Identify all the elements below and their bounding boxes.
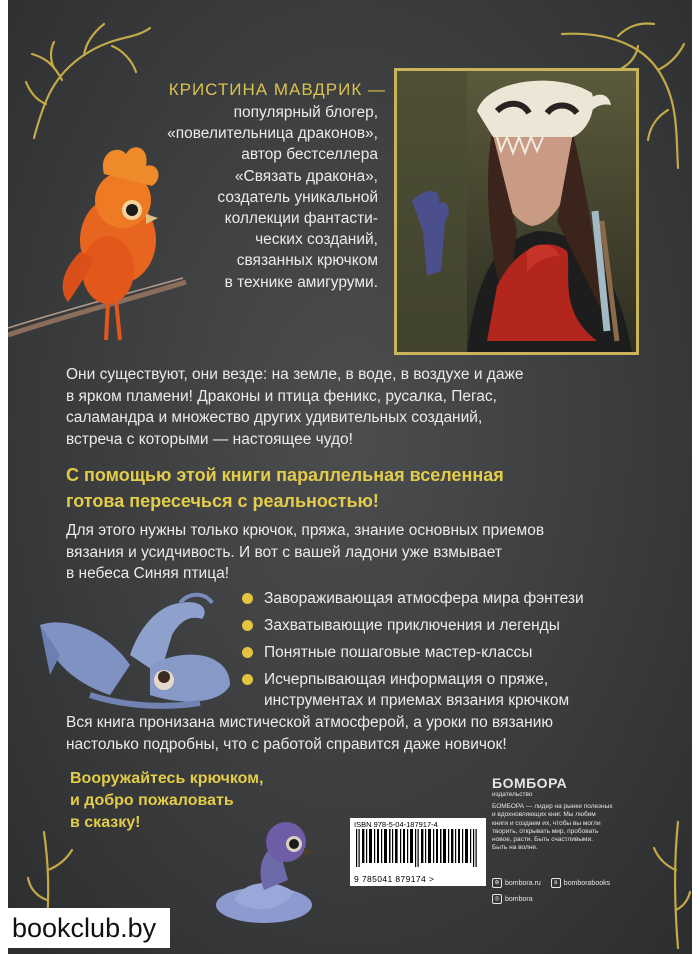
- cta-line: и добро пожаловать: [70, 792, 234, 809]
- publisher-logo: БОМБОРА: [492, 775, 568, 791]
- publisher-line: и вдохновляющих книг. Мы любим: [492, 811, 596, 819]
- social-icon: ◎: [492, 894, 502, 904]
- intro-line: встреча с которыми — настоящее чудо!: [66, 430, 353, 448]
- headline-line: С помощью этой книги параллельная вселенная: [66, 465, 504, 485]
- social-label: bombora: [505, 895, 533, 903]
- publisher-socials: [492, 878, 610, 907]
- author-bio-line: связанных крючком: [236, 252, 378, 270]
- feature-item: [238, 642, 584, 663]
- site-watermark: bookclub.by: [0, 908, 170, 948]
- feature-item: [238, 615, 584, 636]
- feature-item-text: инструментах и приемах вязания крючком: [264, 692, 570, 709]
- publisher-line: БОМБОРА — лидер на рынке полезных: [492, 803, 613, 810]
- barcode-bars: [354, 829, 482, 867]
- intro-line: саламандра и множество других удивительных созданий,: [66, 409, 483, 426]
- publisher-block: [492, 776, 660, 853]
- publisher-description: [492, 803, 660, 853]
- atmosphere-paragraph: [66, 712, 553, 755]
- author-bio-line: создатель уникальной: [217, 188, 378, 206]
- materials-line: Для этого нужны только крючок, пряжа, знание основных приемов: [66, 522, 545, 539]
- author-bio-line: «Связать дракона»,: [234, 167, 378, 185]
- isbn-number: ISBN 978-5-04-187917-4: [354, 820, 438, 829]
- author-portrait: [397, 71, 636, 352]
- intro-line: Они существуют, они везде: на земле, в воде, в воздухе и даже: [66, 366, 524, 383]
- cta-line: в сказку!: [70, 814, 141, 831]
- materials-paragraph: [66, 520, 544, 585]
- headline-line: готова пересечься с реальностью!: [66, 491, 379, 511]
- social-label: bombora.ru: [505, 879, 541, 887]
- book-back-cover: [8, 0, 692, 954]
- publisher-line: новое, расти. Быть счастливыми.: [492, 836, 593, 844]
- feature-item-text: Завораживающая атмосфера мира фэнтези: [264, 590, 584, 607]
- author-bio-line: автор бестселлера: [241, 146, 378, 164]
- feature-item: [238, 588, 584, 609]
- purple-bird-toy-illustration: [204, 820, 344, 930]
- cta-line: Вооружайтесь крючком,: [70, 770, 264, 787]
- author-bio-line: популярный блогер,: [233, 104, 378, 121]
- author-bio-line: ческих созданий,: [255, 231, 378, 249]
- social-row: [492, 878, 610, 891]
- author-name: КРИСТИНА МАВДРИК —: [168, 80, 386, 99]
- feature-list: [238, 588, 584, 717]
- barcode-digits: 9 785041 879174 >: [354, 874, 435, 884]
- feature-item: [238, 669, 584, 711]
- blue-dragon-toy-illustration: [30, 585, 240, 715]
- feature-item-text: Понятные пошаговые мастер-классы: [264, 644, 533, 661]
- intro-line: в ярком пламени! Драконы и птица феникс, русалка, Пегас,: [66, 387, 497, 405]
- publisher-subtitle: издательство: [492, 791, 533, 798]
- atmosphere-line: настолько подробны, что с работой справится даже новичок!: [66, 735, 507, 753]
- publisher-line: книги и создаем их, чтобы вы могли: [492, 819, 601, 827]
- social-link[interactable]: [551, 878, 610, 888]
- social-label: bomborabooks: [563, 879, 611, 887]
- intro-paragraph: [66, 364, 523, 450]
- vk-icon: в: [551, 878, 561, 888]
- author-bio-line: «повелительница драконов»,: [167, 125, 378, 143]
- materials-line: вязания и усидчивость. И вот с вашей ладони уже взмывает: [66, 543, 502, 561]
- globe-icon: ⊕: [492, 878, 502, 888]
- feature-item-text: Захватывающие приключения и легенды: [264, 617, 560, 634]
- feature-item-text: Исчерпывающая информация о пряже,: [264, 671, 549, 688]
- publisher-line: творить, открывать мир, пробовать: [492, 827, 599, 835]
- author-photo: [394, 68, 639, 355]
- author-bio: [128, 102, 378, 293]
- social-link[interactable]: [492, 894, 610, 904]
- author-bio-line: коллекции фантасти-: [224, 210, 378, 228]
- social-link[interactable]: [492, 878, 541, 888]
- headline: [66, 462, 504, 514]
- materials-line: в небеса Синяя птица!: [66, 565, 230, 582]
- atmosphere-line: Вся книга пронизана мистической атмосферой, а уроки по вязанию: [66, 714, 554, 731]
- publisher-line: Быть на волне.: [492, 844, 538, 852]
- author-bio-line: в технике амигуруми.: [224, 273, 378, 291]
- barcode: [350, 818, 486, 886]
